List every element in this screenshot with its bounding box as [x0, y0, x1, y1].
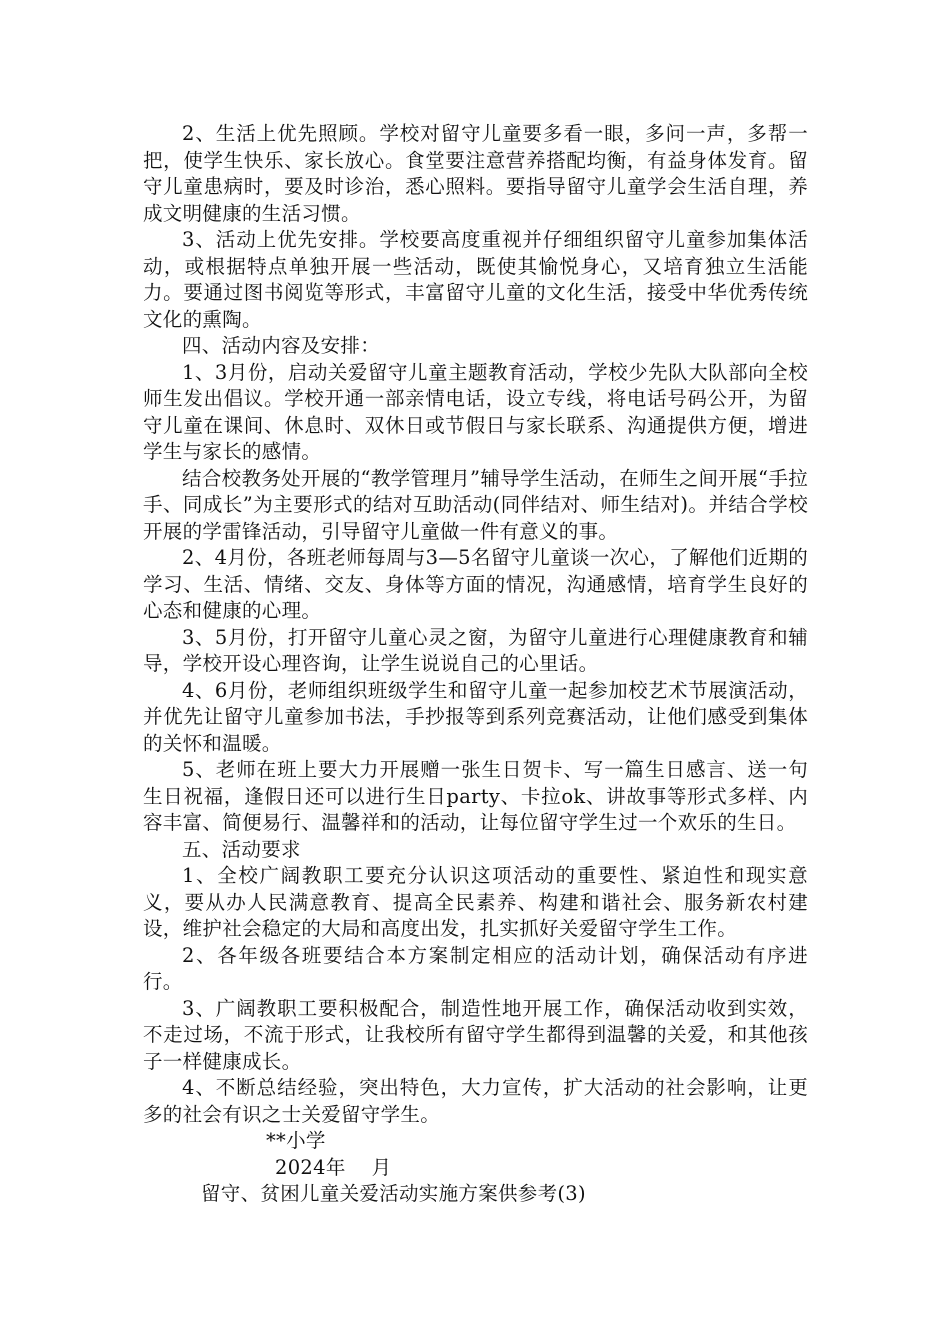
section-heading-activity-content: 四、活动内容及安排： [182, 334, 381, 357]
next-document-title: 留守、贫困儿童关爱活动实施方案供参考(3) [201, 1182, 586, 1205]
paragraph-may: 3、5月份，打开留守儿童心灵之窗，为留守儿童进行心理健康教育和辅导，学校开设心理咨询，让学生说说自己的心里话。 [143, 625, 808, 675]
paragraph-requirement-2: 2、各年级各班要结合本方案制定相应的活动计划，确保活动有序进行。 [143, 943, 808, 993]
paragraph-living-care: 2、生活上优先照顾。学校对留守儿童要多看一眼，多问一声，多帮一把，使学生快乐、家长放心。食堂要注意营养搭配均衡，有益身体发育。留守儿童患病时，要及时诊治，悉心照料。要指导留守儿童学会生活自理，养成文明健康的生活习惯。 [143, 122, 808, 225]
section-heading-requirements: 五、活动要求 [182, 837, 301, 861]
document-body [143, 121, 808, 1208]
paragraph-requirement-3: 3、广阔教职工要积极配合，制造性地开展工作，确保活动收到实效，不走过场，不流于形式，让我校所有留守学生都得到温馨的关爱，和其他孩子一样健康成长。 [143, 996, 808, 1073]
paragraph-requirement-4: 4、不断总结经验，突出特色，大力宣传，扩大活动的社会影响，让更多的社会有识之士关爱留守学生。 [143, 1076, 808, 1126]
paragraph-march: 1、3月份，启动关爱留守儿童主题教育活动，学校少先队大队部向全校师生发出倡议。学校开通一部亲情电话，设立专线，将电话号码公开，为留守儿童在课间、休息时、双休日或节假日与家长联系、沟通提供方便，增进学生与家长的感情。 [143, 360, 808, 463]
paragraph-june: 4、6月份，老师组织班级学生和留守儿童一起参加校艺术节展演活动，并优先让留守儿童参加书法，手抄报等到系列竞赛活动，让他们感受到集体的关怀和温暖。 [143, 678, 808, 755]
paragraph-teaching-month: 结合校教务处开展的“教学管理月”辅导学生活动，在师生之间开展“手拉手、同成长”为主要形式的结对互助活动(同伴结对、师生结对)。并结合学校开展的学雷锋活动，引导留守儿童做一件有意义的事。 [143, 466, 808, 543]
paragraph-birthday: 5、老师在班上要大力开展赠一张生日贺卡、写一篇生日感言、送一句生日祝福，逢假日还可以进行生日party、卡拉ok、讲故事等形式多样、内容丰富、简便易行、温馨祥和的活动，让每位留守学生过一个欢乐的生日。 [143, 758, 808, 834]
paragraph-april: 2、4月份，各班老师每周与3—5名留守儿童谈一次心，了解他们近期的学习、生活、情绪、交友、身体等方面的情况，沟通感情，培育学生良好的心态和健康的心理。 [143, 546, 808, 622]
signature-school: **小学 [266, 1129, 326, 1152]
paragraph-activity-priority: 3、活动上优先安排。学校要高度重视并仔细组织留守儿童参加集体活动，或根据特点单独开展一些活动，既使其愉悦身心，又培育独立生活能力。要通过图书阅览等形式，丰富留守儿童的文化生活，接受中华优秀传统文化的熏陶。 [143, 228, 808, 331]
signature-date: 2024年 月 [275, 1155, 392, 1179]
paragraph-requirement-1: 1、全校广阔教职工要充分认识这项活动的重要性、紧迫性和现实意义，要从办人民满意教育、提高全民素养、构建和谐社会、服务新农村建设，维护社会稳定的大局和高度出发，扎实抓好关爱留守学生工作。 [143, 864, 808, 940]
